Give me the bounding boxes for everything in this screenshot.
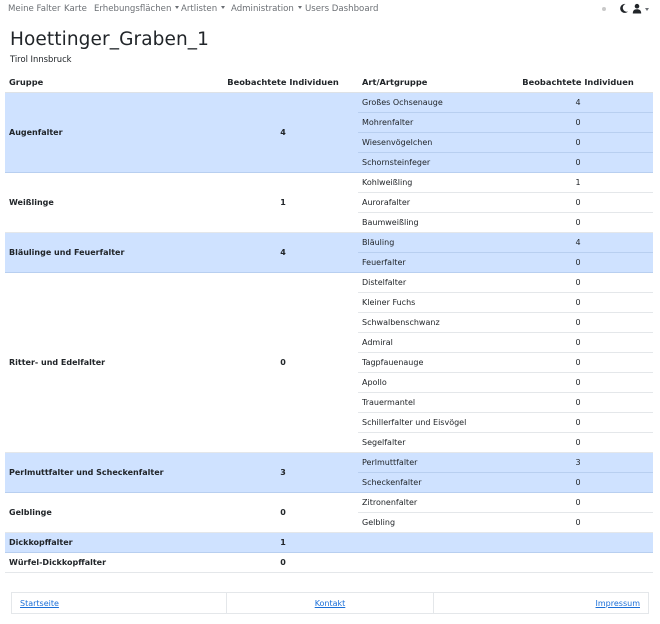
footer-cell-impressum [433,593,648,613]
species-count: 4 [503,93,653,113]
species-name: Segelfalter [358,433,503,453]
species-name: Großes Ochsenauge [358,93,503,113]
species-name: Mohrenfalter [358,113,503,133]
group-count: 1 [208,173,358,233]
table-row [5,533,653,553]
species-name: Distelfalter [358,273,503,293]
header-group-count: Beobachtete Individuen [208,72,358,93]
species-count: 0 [503,193,653,213]
species-name: Tagpfauenauge [358,353,503,373]
group-name: Weißlinge [5,173,208,233]
group-count: 4 [208,233,358,273]
species-name: Schornsteinfeger [358,153,503,173]
status-dot-icon [602,7,606,11]
chevron-down-icon [175,6,179,9]
table-row [5,553,653,573]
group-count: 0 [208,553,358,573]
chevron-down-icon [298,6,302,9]
table-header-row [5,72,653,93]
nav-users-dashboard[interactable]: Users Dashboard [305,4,379,14]
species-name: Apollo [358,373,503,393]
nav-meine-falter[interactable]: Meine Falter [8,4,61,14]
species-name [358,533,503,553]
header-group: Gruppe [5,72,208,93]
species-name: Bläuling [358,233,503,253]
footer [11,592,649,614]
table-row [5,233,653,253]
species-name: Schwalbenschwanz [358,313,503,333]
moon-icon[interactable] [619,3,629,14]
species-count: 3 [503,453,653,473]
species-name: Trauermantel [358,393,503,413]
group-name: Bläulinge und Feuerfalter [5,233,208,273]
species-name: Baumweißling [358,213,503,233]
group-count: 0 [208,493,358,533]
group-name: Würfel-Dickkopffalter [5,553,208,573]
table-body [5,93,653,573]
footer-cell-startseite [12,593,226,613]
nav-karte[interactable]: Karte [64,4,87,14]
species-count: 0 [503,493,653,513]
species-count: 0 [503,413,653,433]
nav-artlisten-label: Artlisten [181,4,218,14]
top-navbar [0,0,660,18]
header-species: Art/Artgruppe [358,72,503,93]
species-count: 0 [503,433,653,453]
species-count [503,553,653,573]
nav-erhebungsflaechen-label: Erhebungsflächen [94,4,172,14]
header-species-count: Beobachtete Individuen [503,72,653,93]
species-count: 0 [503,393,653,413]
species-count: 0 [503,513,653,533]
nav-administration[interactable] [231,4,302,14]
chevron-down-icon[interactable] [645,8,649,11]
group-count: 4 [208,93,358,173]
group-name: Perlmuttfalter und Scheckenfalter [5,453,208,493]
species-name: Zitronenfalter [358,493,503,513]
species-name: Kleiner Fuchs [358,293,503,313]
species-count: 0 [503,473,653,493]
species-name: Schillerfalter und Eisvögel [358,413,503,433]
species-count: 0 [503,153,653,173]
species-name: Scheckenfalter [358,473,503,493]
group-count: 3 [208,453,358,493]
species-name [358,553,503,573]
species-name: Feuerfalter [358,253,503,273]
table-row [5,453,653,473]
nav-erhebungsflaechen[interactable] [94,4,179,14]
species-count: 1 [503,173,653,193]
species-count: 0 [503,293,653,313]
species-name: Perlmuttfalter [358,453,503,473]
species-name: Kohlweißling [358,173,503,193]
chevron-down-icon [221,6,225,9]
group-name: Ritter- und Edelfalter [5,273,208,453]
table-row [5,93,653,113]
footer-link-startseite[interactable]: Startseite [20,598,59,608]
group-count: 0 [208,273,358,453]
species-name: Admiral [358,333,503,353]
species-name: Gelbling [358,513,503,533]
observations-table-container [5,72,653,573]
species-count: 4 [503,233,653,253]
species-count: 0 [503,313,653,333]
species-count: 0 [503,253,653,273]
species-count: 0 [503,373,653,393]
group-count: 1 [208,533,358,553]
user-icon[interactable] [632,3,642,14]
species-count: 0 [503,333,653,353]
group-name: Gelblinge [5,493,208,533]
observations-table [5,72,653,573]
species-count: 0 [503,353,653,373]
page-title: Hoettinger_Graben_1 [10,29,210,50]
species-count: 0 [503,273,653,293]
footer-cell-kontakt [226,593,433,613]
species-count: 0 [503,113,653,133]
species-name: Wiesenvögelchen [358,133,503,153]
footer-link-kontakt[interactable]: Kontakt [314,598,346,608]
group-name: Dickkopffalter [5,533,208,553]
group-name: Augenfalter [5,93,208,173]
table-row [5,493,653,513]
species-name: Aurorafalter [358,193,503,213]
table-row [5,273,653,293]
species-count [503,533,653,553]
table-row [5,173,653,193]
nav-artlisten[interactable] [181,4,225,14]
nav-administration-label: Administration [231,4,294,14]
footer-link-impressum[interactable]: Impressum [595,598,640,608]
species-count: 0 [503,133,653,153]
species-count: 0 [503,213,653,233]
page-subtitle: Tirol Innsbruck [10,54,72,64]
